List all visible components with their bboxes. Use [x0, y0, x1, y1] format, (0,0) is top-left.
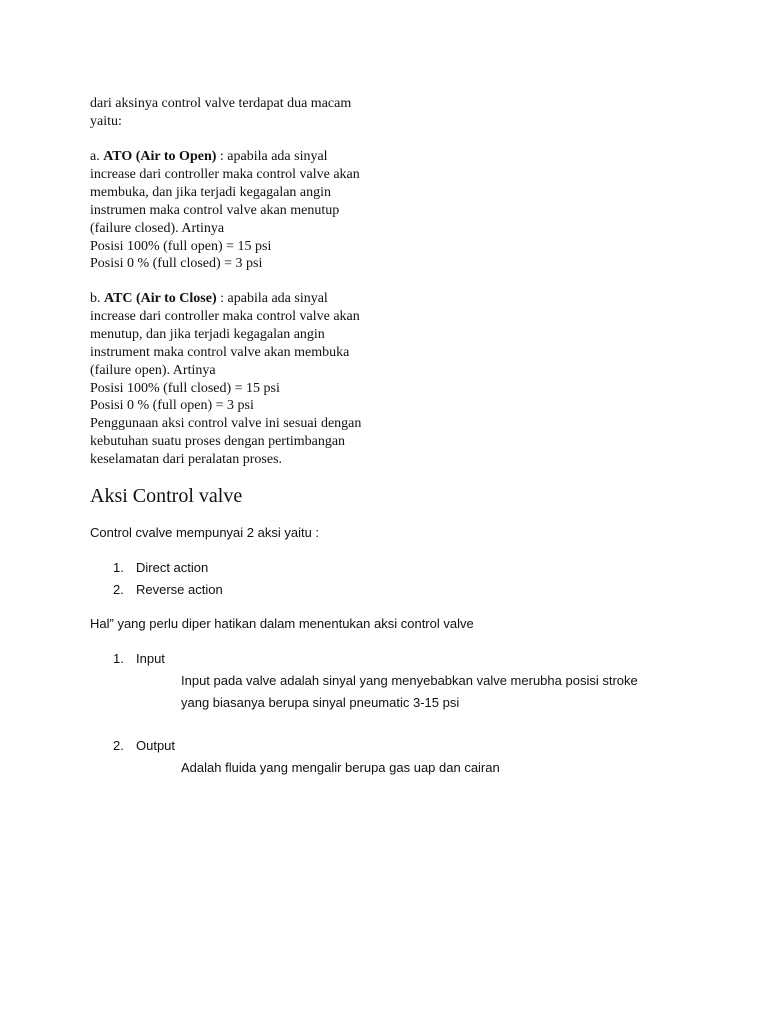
- atc-line: kebutuhan suatu proses dengan pertimbangan: [90, 434, 346, 450]
- list-number: 1.: [113, 560, 124, 575]
- atc-line: Posisi 0 % (full open) = 3 psi: [90, 398, 254, 414]
- ato-line: instrumen maka control valve akan menutup: [90, 202, 340, 218]
- ato-term: ATO (Air to Open): [103, 149, 217, 164]
- list-item-input: Input: [136, 651, 165, 666]
- intro-line: dari aksinya control valve terdapat dua macam: [90, 96, 352, 111]
- atc-line: instrument maka control valve akan membuka: [90, 344, 350, 360]
- intro-paragraph: [90, 95, 410, 131]
- list-item-reverse-action: Reverse action: [136, 582, 223, 597]
- ato-line: Posisi 100% (full open) = 15 psi: [90, 238, 272, 254]
- ato-first-line: [90, 148, 410, 166]
- section-note: Hal” yang perlu diper hatikan dalam menentukan aksi control valve: [90, 616, 474, 631]
- atc-line: menutup, dan jika terjadi kegagalan angin: [90, 326, 325, 342]
- ato-line: (failure closed). Artinya: [90, 220, 225, 236]
- input-description: yang biasanya berupa sinyal pneumatic 3-15 psi: [181, 695, 460, 710]
- ato-line: Posisi 0 % (full closed) = 3 psi: [90, 256, 263, 272]
- ato-prefix: a.: [90, 149, 104, 164]
- list-number: 1.: [113, 651, 124, 666]
- list-number: 2.: [113, 582, 124, 597]
- atc-line: increase dari controller maka control valve akan: [90, 308, 360, 324]
- intro-line: yaitu:: [90, 113, 122, 129]
- section-intro: Control cvalve mempunyai 2 aksi yaitu :: [90, 525, 320, 540]
- input-description: Input pada valve adalah sinyal yang menyebabkan valve merubha posisi stroke: [181, 673, 638, 688]
- atc-line: Penggunaan aksi control valve ini sesuai dengan: [90, 416, 362, 432]
- atc-line: : apabila ada sinyal: [216, 291, 328, 306]
- ato-line: membuka, dan jika terjadi kegagalan angin: [90, 184, 332, 200]
- ato-paragraph: [90, 148, 410, 273]
- atc-prefix: b.: [90, 291, 104, 306]
- atc-line: Posisi 100% (full closed) = 15 psi: [90, 380, 280, 396]
- list-item-direct-action: Direct action: [136, 560, 209, 575]
- atc-line: keselamatan dari peralatan proses.: [90, 452, 283, 468]
- atc-first-line: [90, 290, 410, 308]
- atc-term: ATC (Air to Close): [104, 291, 217, 306]
- ato-line: : apabila ada sinyal: [216, 149, 328, 164]
- list-item-output: Output: [136, 738, 176, 753]
- list-number: 2.: [113, 738, 124, 753]
- section-heading: Aksi Control valve: [90, 485, 243, 507]
- ato-line: increase dari controller maka control valve akan: [90, 166, 360, 182]
- output-description: Adalah fluida yang mengalir berupa gas uap dan cairan: [181, 760, 500, 775]
- atc-paragraph: [90, 290, 410, 469]
- atc-line: (failure open). Artinya: [90, 362, 216, 378]
